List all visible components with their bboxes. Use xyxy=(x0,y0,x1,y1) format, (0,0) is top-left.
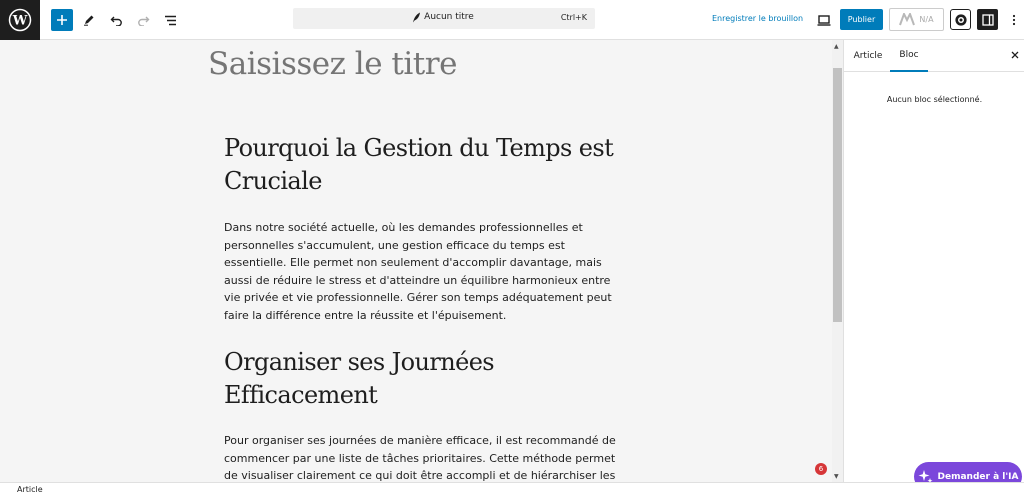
more-options-button[interactable] xyxy=(1008,12,1020,28)
plus-icon xyxy=(56,14,68,26)
tab-article[interactable]: Article xyxy=(853,51,883,61)
save-draft-button[interactable]: Enregistrer le brouillon xyxy=(712,14,804,23)
svg-text:W: W xyxy=(12,13,28,29)
more-vertical-icon xyxy=(1012,14,1016,26)
breadcrumb-article[interactable]: Article xyxy=(17,485,43,494)
scroll-up-arrow-icon[interactable]: ▲ xyxy=(834,43,839,50)
document-title: Aucun titre xyxy=(424,12,474,22)
redo-icon xyxy=(137,14,150,26)
redo-button[interactable] xyxy=(134,8,152,32)
document-title-bar[interactable] xyxy=(293,8,595,29)
wordpress-logo-button[interactable] xyxy=(0,0,40,40)
close-icon xyxy=(1011,51,1019,59)
heading-block[interactable]: Pourquoi la Gestion du Temps est Cruciale xyxy=(224,134,614,195)
settings-sidebar xyxy=(843,40,1024,482)
heading-block[interactable]: Organiser ses Journées Efficacement xyxy=(224,348,495,409)
post-title-input[interactable]: Saisissez le titre xyxy=(208,46,457,82)
undo-button[interactable] xyxy=(107,8,125,32)
paragraph-block[interactable]: Pour organiser ses journées de manière efficace, il est recommandé de commencer par une liste de tâches prioritaires. Cette méthode permet de visualiser clairement ce qui doit être accompli et de hiérarchiser les xyxy=(224,434,616,482)
sidebar-toggle-button[interactable] xyxy=(977,9,998,30)
gear-icon xyxy=(954,13,968,27)
publish-button[interactable]: Publier xyxy=(840,9,883,30)
seo-score-button[interactable] xyxy=(889,8,944,31)
list-view-button[interactable] xyxy=(161,8,179,32)
desktop-preview-icon xyxy=(817,15,831,26)
no-block-selected-message: Aucun bloc sélectionné. xyxy=(886,95,983,104)
wordpress-logo-icon xyxy=(8,8,32,32)
scroll-thumb[interactable] xyxy=(833,68,842,322)
block-breadcrumb-bar xyxy=(0,482,1024,495)
seo-score-icon xyxy=(899,13,915,26)
tab-bloc[interactable]: Bloc xyxy=(890,40,928,72)
scroll-down-arrow-icon[interactable]: ▼ xyxy=(834,473,839,480)
preview-button[interactable] xyxy=(815,8,833,32)
editor-toolbar xyxy=(0,0,1024,40)
seo-score-label: N/A xyxy=(919,15,934,24)
command-shortcut: Ctrl+K xyxy=(560,13,587,22)
editor-canvas xyxy=(0,40,832,482)
ask-ai-label: Demander à l'IA xyxy=(937,471,1019,482)
settings-button[interactable] xyxy=(950,9,971,30)
sidebar-toggle-icon xyxy=(982,14,994,26)
undo-icon xyxy=(110,14,123,26)
tools-button[interactable] xyxy=(80,8,98,32)
list-view-icon xyxy=(164,15,177,26)
editor-scrollbar[interactable] xyxy=(832,40,843,482)
paragraph-block[interactable]: Dans notre société actuelle, où les demandes professionnelles et personnelles s'accumulent, une gestion efficace du temps est essentielle. Elle permet non seulement d'accomplir davantage, mais aussi de réduire le stress et d'atteindre un équilibre harmonieux entre vie privée et vie professionnelle. Gérer son temps adéquatement peut faire la différence entre la réussite et l'épuisement. xyxy=(224,221,612,322)
pencil-icon xyxy=(83,14,95,26)
notification-badge[interactable]: 6 xyxy=(815,463,827,475)
add-block-button[interactable] xyxy=(51,9,73,31)
close-sidebar-button[interactable] xyxy=(1008,49,1022,63)
sidebar-tabs xyxy=(844,40,1024,72)
